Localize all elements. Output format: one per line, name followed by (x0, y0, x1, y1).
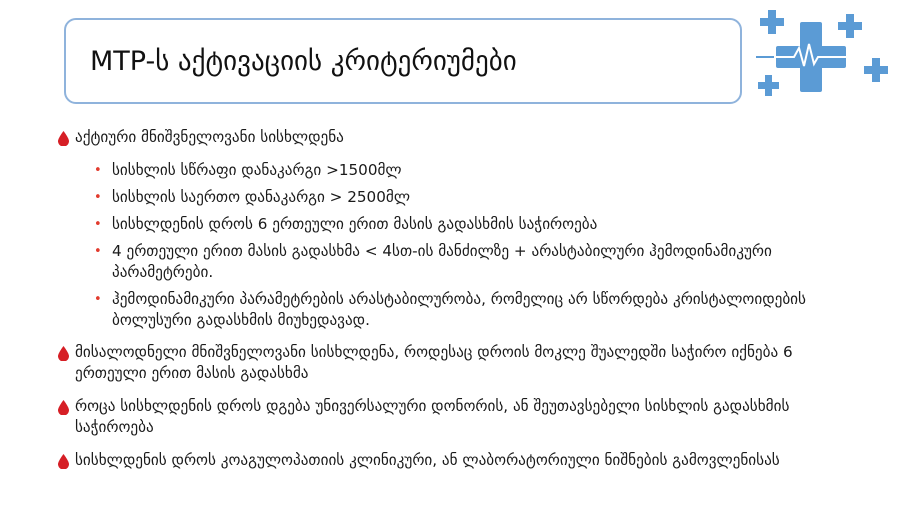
list-item-text: მისალოდნელი მნიშვნელოვანი სისხლდენა, როდესაც დროის მოკლე შუალედში საჭირო იქნება 6 ერთეული ერით მასის გადასხმა (75, 343, 793, 382)
bullet-icon: • (94, 163, 102, 178)
list-item-text: აქტიური მნიშვნელოვანი სისხლდენა (75, 128, 344, 146)
list-item (58, 396, 848, 438)
list-item-text: როცა სისხლდენის დროს დგება უნივერსალური დონორის, ან შეუთავსებელი სისხლის გადასხმის საჭიროება (75, 397, 790, 436)
sub-item-text: 4 ერთეული ერით მასის გადასხმა < 4სთ-ის მანძილზე + არასტაბილური ჰემოდინამიკური პარამეტრები. (112, 242, 772, 281)
sub-list-item (94, 289, 848, 331)
criteria-list (58, 127, 848, 483)
slide-title: MTP-ს აქტივაციის კრიტერიუმები (90, 45, 517, 77)
list-item (58, 127, 848, 148)
blood-drop-icon (58, 400, 69, 415)
sub-list-item (94, 241, 848, 283)
sub-list-item (94, 187, 848, 208)
title-box (64, 18, 742, 104)
sub-list-item (94, 214, 848, 235)
bullet-icon: • (94, 217, 102, 232)
sub-item-text: სისხლდენის დროს 6 ერთეული ერით მასის გადასხმის საჭიროება (112, 215, 598, 233)
sub-list-item (94, 160, 848, 181)
bullet-icon: • (94, 244, 102, 259)
sub-item-text: სისხლის სწრაფი დანაკარგი >1500მლ (112, 161, 402, 179)
blood-drop-icon (58, 454, 69, 469)
blood-drop-icon (58, 346, 69, 361)
list-item (58, 342, 848, 384)
sub-list (94, 160, 848, 331)
sub-item-text: სისხლის საერთო დანაკარგი > 2500მლ (112, 188, 410, 206)
blood-drop-icon (58, 131, 69, 146)
sub-item-text: ჰემოდინამიკური პარამეტრების არასტაბილურობა, რომელიც არ სწორდება კრისტალოიდების ბოლუსური გადასხმის მიუხედავად. (112, 290, 806, 329)
bullet-icon: • (94, 190, 102, 205)
bullet-icon: • (94, 292, 102, 307)
list-item-text: სისხლდენის დროს კოაგულოპათიის კლინიკური, ან ლაბორატორიული ნიშნების გამოვლენისას (75, 451, 780, 469)
medical-cross-heartbeat-logo (756, 6, 890, 100)
list-item (58, 450, 848, 471)
